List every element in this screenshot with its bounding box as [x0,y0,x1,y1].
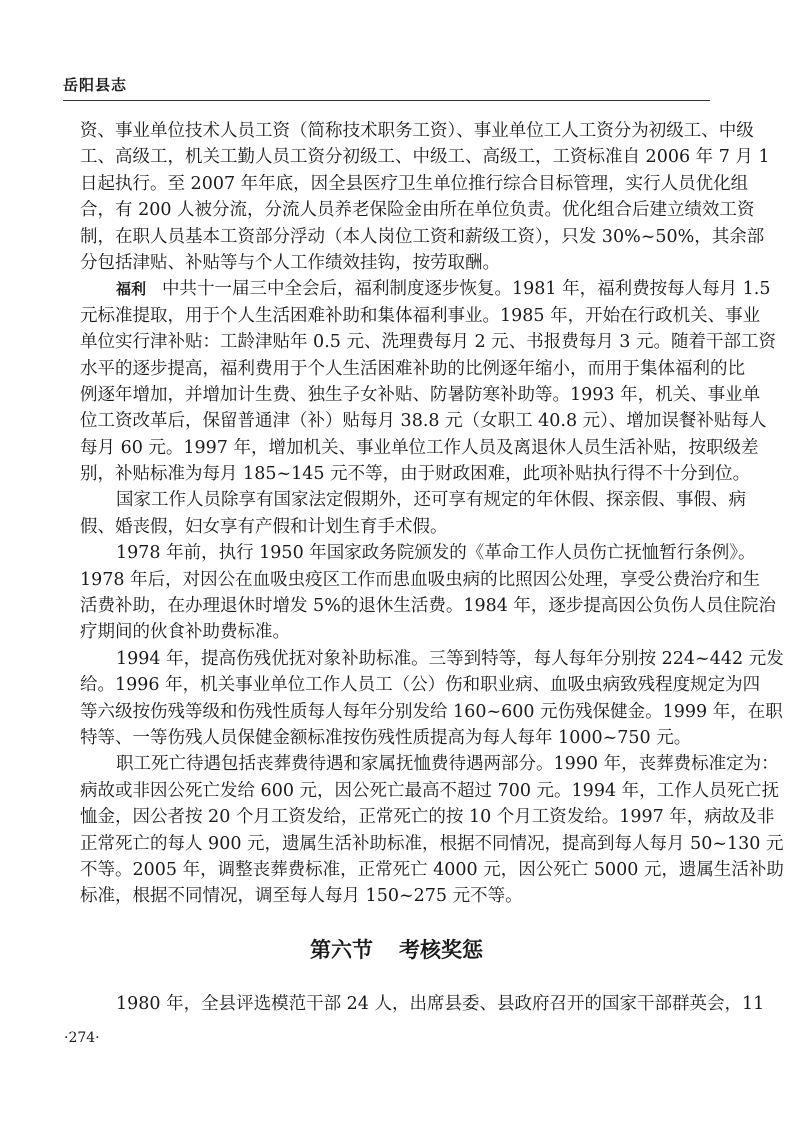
line-text: 疗期间的伙食补助费标准。 [80,622,290,643]
line-text: 病故或非因公死亡发给 600 元，因公死亡最高不超过 700 元。1994 年，工作人员死亡抚 [80,780,780,801]
paragraph [80,540,776,646]
header-rule [63,100,710,101]
line-text: 例逐年增加，并增加计生费、独生子女补贴、防暑防寒补助等。1993 年，机关、事业单 [80,384,761,405]
line-text: 标准，根据不同情况，调至每人每月 150~275 元不等。 [80,886,523,907]
line-text: 中共十一届三中全会后，福利制度逐步恢复。1981 年，福利费按每人每月 1.5 [162,279,771,300]
line-text: 1994 年，提高伤残优抚对象补助标准。三等到特等，每人每年分别按 224~442 元发 [116,648,784,669]
line-text: 单位实行津补贴：工龄津贴年 0.5 元、洗理费每月 2 元、书报费每月 3 元。随着干部工资 [80,332,776,353]
line-text: 日起执行。至 2007 年年底，因全县医疗卫生单位推行综合目标管理，实行人员优化组 [80,173,749,194]
paragraph-line [80,250,712,276]
line-text: 水平的逐步提高，福利费用于个人生活困难补助的比例逐年缩小，而用于集体福利的比 [80,358,745,379]
line-text: 每月 60 元。1997 年，增加机关、事业单位工作人员及离退休人员生活补贴，按职级差 [80,437,759,458]
section-paragraph [80,991,765,1017]
paragraph-line [80,276,771,302]
line-text: 国家工作人员除享有国家法定假期外，还可享有规定的年休假、探亲假、事假、病 [116,490,746,511]
line-text: 恤金，因公者按 20 个月工资发给，正常死亡的按 10 个月工资发给。1997 年，病故及非 [80,807,775,828]
paragraph [80,276,776,487]
line-text: 1978 年后，对因公在血吸虫疫区工作而患血吸虫病的比照因公处理，享受公费治疗和生 [80,569,761,590]
line-text: 元标准提取，用于个人生活困难补助和集体福利事业。1985 年，开始在行政机关、事业 [80,305,761,326]
paragraph-line [80,144,770,170]
paragraph-line [80,567,761,593]
paragraph-line [80,171,749,197]
paragraph-line [80,619,712,645]
body-text [80,118,784,910]
paragraph-line [80,883,712,909]
line-text: 资、事业单位技术人员工资（简称技术职务工资）、事业单位工人工资分为初级工、中级 [80,121,754,141]
paragraph-line [80,857,784,883]
line-text: 假、婚丧假，妇女享有产假和计划生育手术假。 [80,516,448,537]
paragraph-line [80,329,776,355]
paragraph-line [80,751,779,777]
paragraph-line [80,461,751,487]
line-text: 工、高级工，机关工勤人员工资分初级工、中级工、高级工，工资标准自 2006 年 7 月 1 [80,147,770,168]
line-text: 特等、一等伤残人员保健金额标准按伤残性质提高为每人每年 1000~750 元。 [80,727,692,748]
paragraph-line [80,514,712,540]
section-number: 第六节 [310,938,373,962]
page-number: ·274· [64,1030,100,1046]
paragraph [80,118,770,276]
paragraph-line [80,540,756,566]
line-text: 职工死亡待遇包括丧葬费待遇和家属抚恤费待遇两部分。1990 年，丧葬费标准定为： [116,754,779,775]
paragraph-line [80,699,783,725]
line-text: 等六级按伤残等级和伤残性质每人每年分别发给 160~600 元伤残保健金。1999 年，在职 [80,701,783,722]
line-text: 位工资改革后，保留普通津（补）贴每月 38.8 元（女职工 40.8 元）、增加误餐补贴每人 [80,411,767,432]
paragraph-line: 1980 年，全县评选模范干部 24 人，出席县委、县政府召开的国家干部群英会，11 [116,994,765,1014]
line-text: 制，在职人员基本工资部分浮动（本人岗位工资和薪级工资），只发 30%~50%，其余部 [80,226,765,247]
line-text: 合，有 200 人被分流，分流人员养老保险金由所在单位负责。优化组合后建立绩效工资 [80,200,755,221]
paragraph-line [80,435,759,461]
paragraph-line [80,804,775,830]
paragraph-lead-term: 福利 [116,280,147,299]
running-title: 岳阳县志 [63,76,128,94]
paragraph-line [80,725,712,751]
line-text: 1978 年前，执行 1950 年国家政务院颁发的《革命工作人员伤亡抚恤暂行条例》。 [116,543,756,564]
paragraph [80,751,784,909]
line-text: 别，补贴标准为每月 185~145 元不等，由于财政困难，此项补贴执行得不十分到位。 [80,464,751,485]
section-title: 考核奖惩 [399,938,483,962]
paragraph-line [80,356,745,382]
line-text: 活费补助，在办理退休时增发 5%的退休生活费。1984 年，逐步提高因公负伤人员住院治 [80,596,776,617]
paragraph-line [80,197,755,223]
paragraph-line [80,382,761,408]
paragraph-line [80,831,784,857]
paragraph-line [80,646,784,672]
section-heading [0,934,793,964]
paragraph-line [80,408,767,434]
paragraph-line [80,672,761,698]
paragraph [80,646,784,752]
paragraph-line [80,487,746,513]
line-text: 分包括津贴、补贴等与个人工作绩效挂钩，按劳取酬。 [80,252,500,273]
line-text: 不等。2005 年，调整丧葬费标准，正常死亡 4000 元，因公死亡 5000 元，遗属生活补助 [80,859,784,880]
paragraph-line [80,593,776,619]
paragraph-line [80,224,765,250]
line-text: 正常死亡的每人 900 元，遗属生活补助标准，根据不同情况，提高到每人每月 50~130 元 [80,833,784,854]
line-text: 给。1996 年，机关事业单位工作人员工（公）伤和职业病、血吸虫病致残程度规定为四 [80,675,761,696]
paragraph [80,487,746,540]
paragraph-line [80,778,780,804]
paragraph-line [80,303,761,329]
paragraph-line [80,118,754,144]
